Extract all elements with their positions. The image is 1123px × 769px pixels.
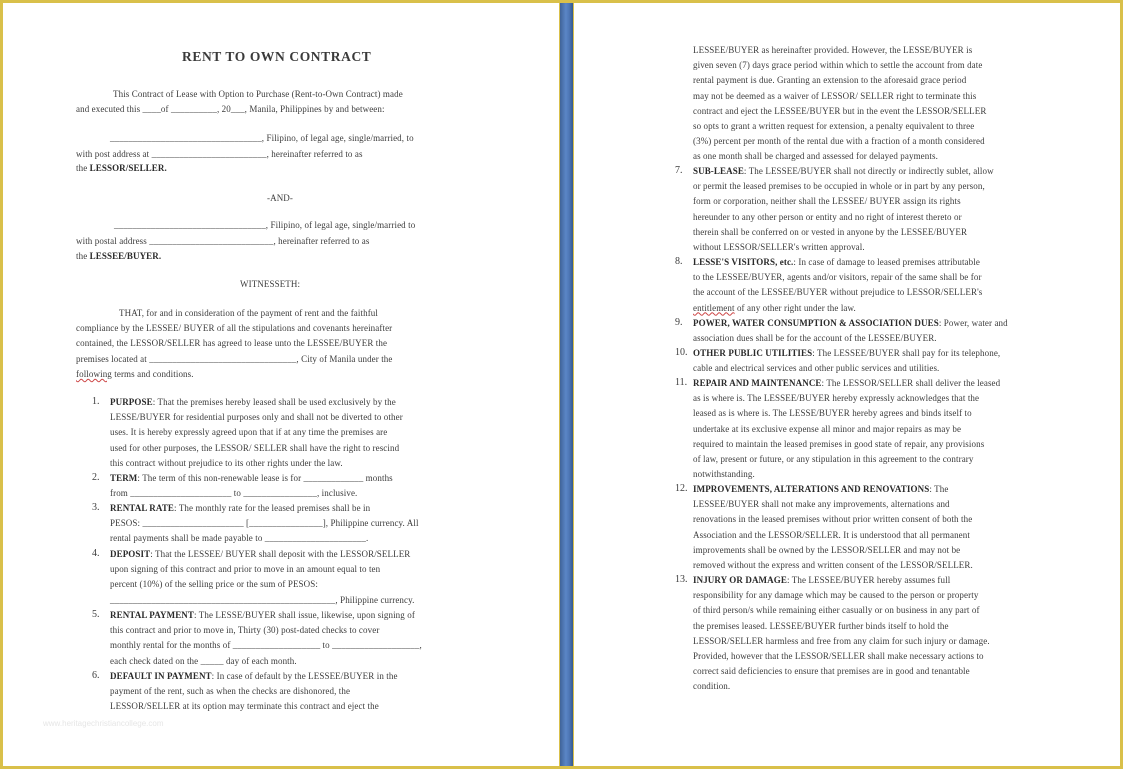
clause-line: responsibility for any damage which may be caused to the person or property: [693, 590, 979, 601]
clause-line: LESSEE/BUYER shall not make any improvements, alternations and: [693, 499, 950, 510]
clause-heading: INJURY OR DAMAGE: [693, 575, 787, 585]
clause-heading-line: DEFAULT IN PAYMENT: In case of default by the LESSEE/BUYER in the: [110, 671, 398, 681]
clause-line: the account of the LESSEE/BUYER without prejudice to LESSOR/SELLER's: [693, 287, 983, 298]
item-number: 11.: [675, 377, 688, 388]
clause-heading: RENTAL PAYMENT: [110, 610, 194, 620]
item-number: 6.: [92, 670, 100, 681]
clause-heading-line: LESSE'S VISITORS, etc.: In case of damage to leased premises attributable: [693, 257, 980, 267]
continuation-line: rental payment is due. Granting an extension to the aforesaid grace period: [693, 75, 967, 86]
clause-heading: OTHER PUBLIC UTILITIES: [693, 348, 813, 358]
clause-heading-line: DEPOSIT: That the LESSEE/ BUYER shall deposit with the LESSOR/SELLER: [110, 549, 411, 559]
clause-line: cable and electrical services and other public services and utilities.: [693, 363, 940, 374]
clause-heading: LESSE'S VISITORS, etc.: [693, 257, 794, 267]
lessee-label: LESSEE/BUYER.: [89, 251, 162, 261]
clause-line: LESSOR/SELLER harmless and free from any claim for such injury or damage.: [693, 635, 990, 646]
clause-line: Association and the LESSOR/SELLER. It is understood that all permanent: [693, 529, 970, 540]
clause-line: from ______________________ to ________________, inclusive.: [110, 488, 358, 499]
clause-line: rental payments shall be made payable to ______________________.: [110, 533, 369, 544]
clause-line: each check dated on the _____ day of each month.: [110, 655, 297, 666]
continuation-line: (3%) percent per month of the rental due with a fraction of a month considered: [693, 136, 985, 147]
clause-line: uses. It is hereby expressly agreed upon that if at any time the premises are: [110, 427, 388, 438]
intro-line: This Contract of Lease with Option to Purchase (Rent-to-Own Contract) made: [113, 89, 403, 99]
continuation-line: LESSEE/BUYER as hereinafter provided. However, the LESSE/BUYER is: [693, 45, 973, 55]
clause-line: correct said deficiencies to ensure that premises are in good and tenantable: [693, 666, 970, 677]
clause-line: undertake at its exclusive expense all minor and major repairs as may be: [693, 423, 962, 434]
party1-line: with post address at _________________________, hereinafter referred to as: [76, 149, 363, 159]
clause-heading-line: PURPOSE: That the premises hereby leased shall be used exclusively by the: [110, 397, 396, 407]
and-separator: -AND-: [267, 193, 293, 203]
clause-line: or permit the leased premises to be occupied in whole or in part by any person,: [693, 181, 985, 192]
clause-heading: DEFAULT IN PAYMENT: [110, 671, 212, 681]
clause-line: the premises leased. LESSEE/BUYER further binds itself to hold the: [693, 620, 949, 631]
item-number: 12.: [675, 483, 688, 494]
item-number: 13.: [675, 574, 688, 585]
clause-heading-line: IMPROVEMENTS, ALTERATIONS AND RENOVATIONS: The: [693, 484, 949, 494]
clause-heading: REPAIR AND MAINTENANCE: [693, 378, 822, 388]
clause-line: as is where is. The LESSEE/BUYER hereby expressly acknowledges that the: [693, 393, 980, 404]
party2-line: with postal address ___________________________, hereinafter referred to as: [76, 236, 370, 246]
clause-line: of law, present or future, or any stipulation in this agreement to the contrary: [693, 454, 974, 464]
clause-heading: SUB-LEASE: [693, 166, 744, 176]
continuation-line: as one month shall be charged and assessed for delayed payments.: [693, 151, 938, 162]
clause-line: LESSE/BUYER for residential purposes only and shall not be diverted to other: [110, 412, 403, 423]
item-number: 5.: [92, 609, 100, 620]
intro-line: and executed this ____of __________, 20___, Manila, Philippines by and between:: [76, 104, 385, 114]
clause-heading: POWER, WATER CONSUMPTION & ASSOCIATION DUES: [693, 318, 939, 328]
clause-line: monthly rental for the months of ___________________ to ___________________,: [110, 640, 422, 651]
clause-line: LESSOR/SELLER at its option may terminate this contract and eject the: [110, 701, 379, 712]
clause-line: to the LESSEE/BUYER, agents and/or visitors, repair of the same shall be for: [693, 272, 982, 283]
recital-line: premises located at ________________________________, City of Manila under the: [76, 354, 393, 364]
clause-heading: IMPROVEMENTS, ALTERATIONS AND RENOVATIONS: [693, 484, 930, 494]
clause-line: _________________________________________________, Philippine currency.: [110, 594, 415, 605]
clause-line: upon signing of this contract and prior to move in an amount equal to ten: [110, 564, 381, 575]
clause-heading-line: SUB-LEASE: The LESSEE/BUYER shall not directly or indirectly sublet, allow: [693, 166, 994, 176]
clause-line: notwithstanding.: [693, 469, 755, 480]
lessor-label: LESSOR/SELLER.: [89, 163, 167, 173]
clause-line: association dues shall be for the account of the LESSEE/BUYER.: [693, 333, 937, 344]
clause-line: condition.: [693, 681, 731, 692]
recital-line: THAT, for and in consideration of the payment of rent and the faithful: [119, 308, 379, 318]
continuation-line: may not be deemed as a waiver of LESSOR/ SELLER right to terminate this: [693, 90, 977, 101]
clause-line: Provided, however that the LESSOR/SELLER shall make necessary actions to: [693, 651, 984, 661]
left-page: [3, 3, 559, 766]
clause-line: improvements shall be owned by the LESSOR/SELLER and may not be: [693, 544, 961, 555]
continuation-line: contract and eject the LESSEE/BUYER but in the event the LESSOR/SELLER: [693, 105, 987, 116]
clause-line: required to maintain the leased premises in good state of repair, any provisions: [693, 438, 985, 449]
clause-heading-line: REPAIR AND MAINTENANCE: The LESSOR/SELLER shall deliver the leased: [693, 378, 1001, 388]
clause-line: percent (10%) of the selling price or the sum of PESOS:: [110, 579, 318, 590]
item-number: 8.: [675, 256, 683, 267]
clause-heading-line: TERM: The term of this non-renewable lease is for _____________ months: [110, 473, 393, 483]
clause-line: used for other purposes, the LESSOR/ SELLER shall have the right to rescind: [110, 442, 400, 453]
witnesseth-heading: WITNESSETH:: [240, 279, 301, 289]
continuation-line: so opts to grant a written request for extension, a penalty equivalent to three: [693, 121, 975, 131]
right-page: [574, 3, 1120, 766]
party2-line: _________________________________, Filipino, of legal age, single/married to: [114, 220, 416, 230]
clause-heading-line: RENTAL PAYMENT: The LESSE/BUYER shall issue, likewise, upon signing of: [110, 610, 415, 620]
clause-heading: PURPOSE: [110, 397, 153, 407]
item-number: 10.: [675, 347, 688, 358]
watermark: www.heritagechristiancollege.com: [43, 719, 164, 728]
item-number: 1.: [92, 396, 100, 407]
clause-line: entitlement of any other right under the law.: [693, 302, 856, 313]
recital-line: contained, the LESSOR/SELLER has agreed to lease unto the LESSEE/BUYER the: [76, 338, 388, 348]
clause-heading-line: INJURY OR DAMAGE: The LESSEE/BUYER hereby assumes full: [693, 575, 951, 585]
item-number: 4.: [92, 548, 100, 559]
clause-line: PESOS: ______________________ [________________], Philippine currency. All: [110, 518, 419, 529]
clause-line: payment of the rent, such as when the checks are dishonored, the: [110, 686, 351, 697]
recital-line: following terms and conditions.: [76, 369, 194, 379]
item-number: 9.: [675, 317, 683, 328]
clause-line: removed without the express and written consent of the LESSOR/SELLER.: [693, 560, 973, 570]
clause-line: without LESSOR/SELLER's written approval.: [693, 242, 865, 252]
continuation-line: given seven (7) days grace period within which to settle the account from date: [693, 60, 983, 71]
clause-heading-line: POWER, WATER CONSUMPTION & ASSOCIATION DUES: Power, water and: [693, 318, 1008, 328]
document-title: RENT TO OWN CONTRACT: [182, 49, 372, 64]
recital-line: compliance by the LESSEE/ BUYER of all the stipulations and covenants hereinafter: [76, 323, 393, 333]
clause-heading-line: RENTAL RATE: The monthly rate for the leased premises shall be in: [110, 503, 371, 513]
item-number: 2.: [92, 472, 100, 483]
clause-line: renovations in the leased premises without prior written consent of both the: [693, 514, 973, 525]
clause-heading: RENTAL RATE: [110, 503, 175, 513]
page-divider: [560, 3, 573, 766]
party1-line: _________________________________, Filipino, of legal age, single/married, to: [110, 133, 414, 143]
clause-line: hereunder to any other person or entity and no right of interest thereto or: [693, 211, 962, 222]
party2-line: the LESSEE/BUYER.: [76, 251, 162, 261]
clause-line: this contract without prejudice to its other rights under the law.: [110, 457, 343, 468]
clause-line: this contract and prior to move in, Thirty (30) post-dated checks to cover: [110, 625, 380, 636]
clause-line: leased as is where is. The LESSE/BUYER hereby agrees and binds itself to: [693, 408, 972, 419]
clause-heading-line: OTHER PUBLIC UTILITIES: The LESSEE/BUYER shall pay for its telephone,: [693, 348, 1001, 358]
clause-heading: TERM: [110, 473, 138, 483]
clause-line: form or corporation, neither shall the LESSEE/ BUYER assign its rights: [693, 196, 961, 207]
clause-line: of third person/s while remaining either casually or on business in any part of: [693, 605, 980, 616]
item-number: 3.: [92, 502, 100, 513]
clause-heading: DEPOSIT: [110, 549, 151, 559]
item-number: 7.: [675, 165, 683, 176]
party1-line: the LESSOR/SELLER.: [76, 163, 167, 173]
clause-line: therein shall be conferred on or vested in anyone by the LESSEE/BUYER: [693, 226, 968, 237]
